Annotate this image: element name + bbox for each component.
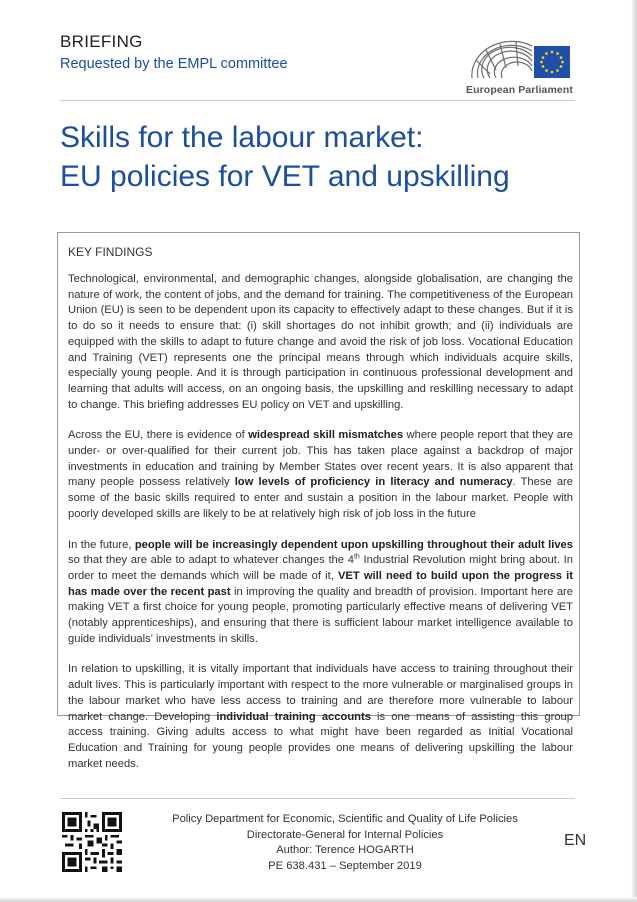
page-edge-shadow-bottom [0, 897, 637, 902]
superscript: th [353, 553, 360, 561]
key-findings-heading: KEY FINDINGS [68, 245, 153, 259]
key-findings-paragraph-1: Technological, environmental, and demographic changes, alongside globalisation, are changing the nature of work, the content of jobs, and the demand for training. The competitiveness of the European Union (EU) is seen to be dependent upon its capacity to effectively adapt to these changes. But if it is to do so it needs to ensure that: (i) skill shortages do not inhibit growth; and (ii) individuals are equipped with the skills to adapt to future change and avoid the risk of job loss. Vocational Education and Training (VET) represents one the principal means through which individuals acquire skills, especially young people. And it is through participation in continuous professional development and learning that adults will access, on an ongoing basis, the upskilling and reskilling necessary to adapt to change. This briefing addresses EU policy on VET and upskilling. [68, 273, 573, 411]
footer-credits [150, 812, 540, 875]
key-findings-paragraph-4: In relation to upskilling, it is vitally important that individuals have access to training throughout their adult lives. This is particularly important with respect to the more vulnerable or marginalised groups in the labour market who have less access to training and are therefore more vulnerable to labour market change. Developing individual training accounts is one means of assisting this group access training. Giving adults access to what might have been regarded as Initial Vocational Education and Training for young people provides one means of delivering upskilling the labour market needs. [68, 663, 573, 770]
language-code: EN [564, 832, 587, 849]
document-type-label: BRIEFING [60, 32, 143, 51]
author: Author: Terence HOGARTH [276, 844, 414, 857]
european-parliament-logo-icon [466, 36, 576, 82]
footer-divider [60, 798, 575, 799]
emphasis-text: individual training accounts [216, 710, 371, 723]
emphasis-text: people will be increasingly dependent upon upskilling throughout their adult lives [134, 538, 573, 551]
emphasis-text: low levels of proficiency in literacy and numeracy [234, 476, 513, 489]
key-findings-body [68, 272, 573, 787]
document-title [60, 118, 580, 196]
qr-code-icon [62, 812, 122, 872]
policy-department: Policy Department for Economic, Scientific and Quality of Life Policies [172, 813, 518, 825]
key-findings-paragraph-3: In the future, people will be increasingly dependent upon upskilling throughout their adult lives so that they are able to adapt to whatever changes the 4th Industrial Revolution might bring about. In order to meet the demands which will be made of it, VET will need to build upon the progress it has made over the recent past in improving the quality and breadth of provision. Important here are making VET a first choice for young people, promoting particularly effective means of delivering VET (notably apprenticeships), and ensuring that there is sufficient labour market intelligence available to guide individuals' investments in skills. [68, 538, 573, 645]
page-edge-shadow [631, 0, 637, 902]
emphasis-text: widespread skill mismatches [248, 429, 404, 442]
directorate-general: Directorate-General for Internal Policies [246, 828, 444, 841]
requested-by-label: Requested by the EMPL committee [60, 56, 288, 72]
key-findings-paragraph-2: Across the EU, there is evidence of widespread skill mismatches where people report that they are under- or over-qualified for their current job. This has taken place against a backdrop of major investments in education and training by Member States over recent years. It is also apparent that many people possess relatively low levels of proficiency in literacy and numeracy. These are some of the basic skills required to enter and sustain a position in the labour market. People with poorly developed skills are likely to be at relatively high risk of job loss in the future [68, 429, 574, 520]
title-line-1: Skills for the labour market: [60, 121, 424, 154]
institution-name: European Parliament [466, 84, 573, 96]
document-reference: PE 638.431 – September 2019 [268, 860, 422, 873]
title-line-2: EU policies for VET and upskilling [60, 160, 510, 193]
emphasis-text: VET will need to build upon the progress it has made over the recent past [68, 569, 573, 598]
header-divider [60, 100, 575, 101]
